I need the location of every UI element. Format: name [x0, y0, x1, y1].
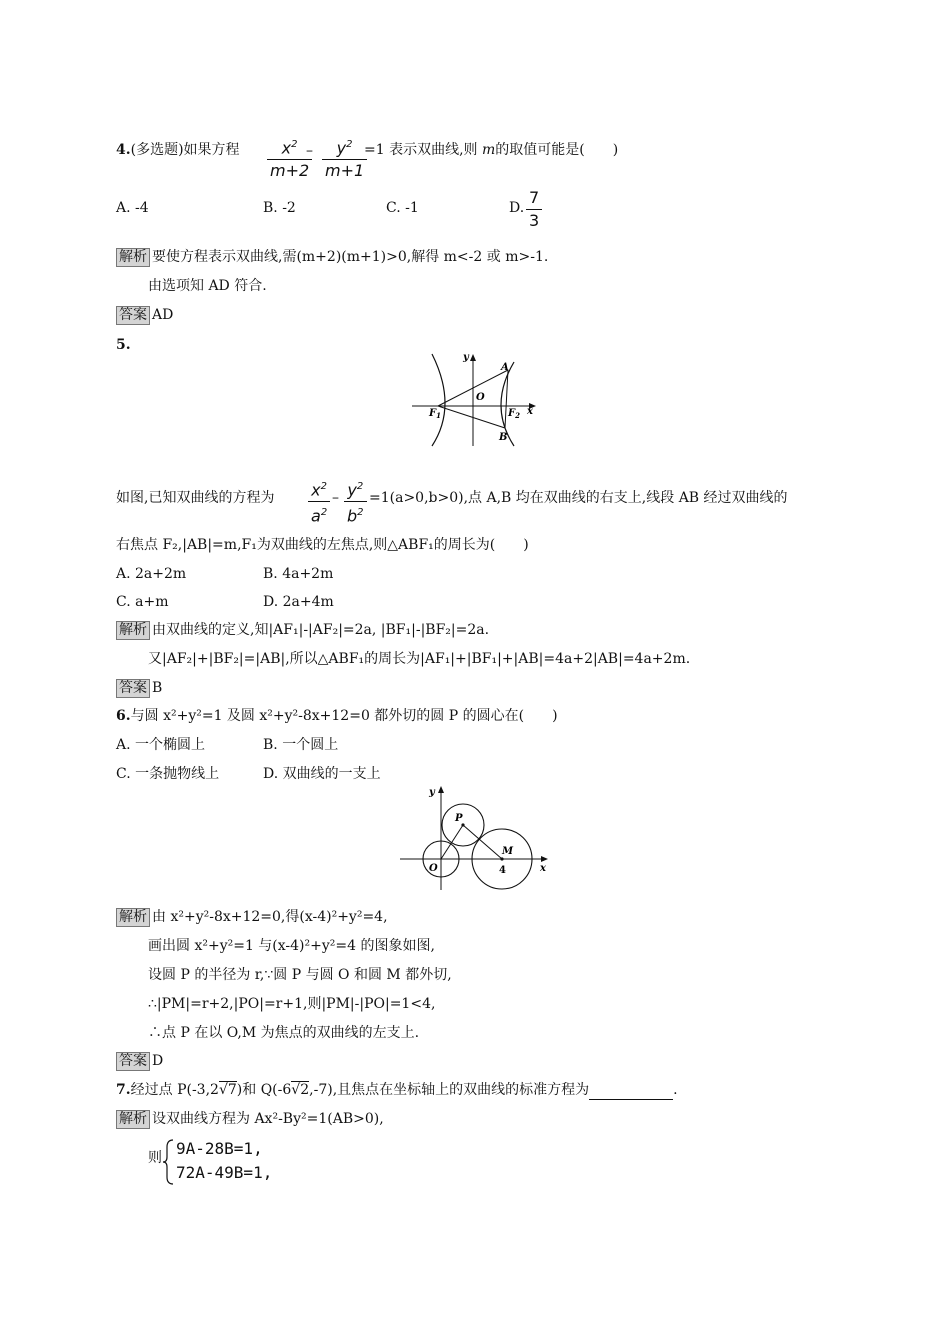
q5-label-y: y — [463, 352, 469, 363]
q7-period: . — [673, 1082, 678, 1098]
q7-number: 7. — [116, 1082, 131, 1098]
q7-analysis-text1: 设双曲线方程为 Ax²-By²=1(AB>0), — [152, 1111, 384, 1127]
q4-stem — [116, 140, 240, 160]
q4-f2-den: m+1 — [325, 161, 365, 181]
q6-answer — [116, 1051, 163, 1071]
q6-number: 6. — [116, 708, 131, 724]
q7-stem-a: 经过点 P(-3,2 — [130, 1082, 219, 1098]
q6-option-c: C. 一条抛物线上 — [116, 766, 220, 782]
q6-answer-text: D — [152, 1053, 164, 1069]
q6-answer-tag: 答案 — [116, 1052, 150, 1071]
q5-f2-den: b — [347, 506, 358, 526]
q4-m: m — [482, 142, 496, 158]
q6-analysis-line1 — [116, 907, 388, 927]
q7-stem-b: )和 Q(-6 — [236, 1082, 292, 1098]
q5-analysis-tag: 解析 — [116, 621, 150, 640]
q5-label-x: x — [527, 406, 533, 417]
q4-analysis-line1 — [116, 247, 548, 267]
q7-analysis-tag: 解析 — [116, 1110, 150, 1129]
q6-label-y: y — [429, 787, 435, 798]
q5-f2-num: y — [347, 480, 357, 500]
q6-option-a: A. 一个椭圆上 — [116, 737, 206, 753]
q7-ze: 则 — [148, 1150, 162, 1166]
q7-sqrt-2: √2 — [291, 1082, 310, 1098]
q6-segment-po — [441, 825, 463, 859]
q7-stem-c: ,-7),且焦点在坐标轴上的双曲线的标准方程为 — [309, 1082, 590, 1098]
q5-answer-tag: 答案 — [116, 679, 150, 698]
q5-number: 5. — [116, 337, 131, 353]
q6-point-m — [500, 857, 503, 860]
q7-brace — [163, 1139, 175, 1185]
q6-analysis-line5: ∴点 P 在以 O,M 为焦点的双曲线的左支上. — [148, 1025, 420, 1041]
q7-analysis-line1 — [116, 1109, 384, 1129]
q4-optd-den: 3 — [529, 211, 540, 230]
q4-tail1: =1 表示双曲线,则 — [364, 142, 482, 158]
q4-minus: – — [306, 143, 313, 159]
q6-analysis-text1: 由 x²+y²-8x+12=0,得(x-4)²+y²=4, — [152, 909, 388, 925]
q5-fraction-2: $\frac{y^2}{b^2}$ — [344, 476, 367, 528]
q6-x-arrow — [541, 856, 548, 862]
q5-f1-num: x — [311, 480, 321, 500]
q5-option-d: D. 2a+4m — [263, 594, 334, 610]
q4-answer-tag: 答案 — [116, 306, 150, 325]
q7-sqrt2-value: 2 — [300, 1082, 310, 1098]
q6-label-p: P — [455, 813, 463, 824]
q7-sqrt1-value: 7 — [227, 1082, 237, 1098]
q4-option-a: A. -4 — [116, 200, 149, 216]
q4-fraction-1: $\frac{x^2}{m+2}$ — [267, 134, 312, 182]
q5-label-f2-sub: 2 — [515, 411, 520, 420]
q5-option-b: B. 4a+2m — [263, 566, 334, 582]
q5-label-a: A — [501, 362, 509, 373]
q4-option-b: B. -2 — [263, 200, 296, 216]
q5-y-arrow — [470, 354, 476, 361]
q7-equation-1: 9A-28B=1, — [176, 1139, 263, 1158]
q5-f1-den: a — [311, 506, 321, 526]
q5-label-o: O — [476, 392, 485, 403]
q4-analysis-tag: 解析 — [116, 248, 150, 267]
q6-y-arrow — [438, 786, 444, 793]
q4-option-d-fraction — [526, 187, 542, 232]
q7-stem — [116, 1080, 678, 1100]
q5-label-f1-main: F — [429, 408, 437, 419]
q7-brace-path — [163, 1140, 173, 1184]
q4-f1-den: m+2 — [270, 161, 310, 181]
q4-fraction-2: $\frac{y^2}{m+1}$ — [322, 134, 367, 182]
q5-stem-tail: =1(a>0,b>0),点 A,B 均在双曲线的右支上,线段 AB 经过双曲线的 — [369, 490, 788, 506]
q4-analysis-text1: 要使方程表示双曲线,需(m+2)(m+1)>0,解得 m<-2 或 m>-1. — [152, 249, 549, 265]
q5-label-f1 — [428, 408, 441, 420]
q5-analysis-line1 — [116, 620, 489, 640]
q6-circles-figure — [398, 782, 558, 892]
q6-stem-text: 与圆 x²+y²=1 及圆 x²+y²-8x+12=0 都外切的圆 P 的圆心在( ) — [130, 708, 558, 724]
q4-stem-lead: (多选题)如果方程 — [130, 142, 240, 158]
q6-label-4: 4 — [499, 865, 506, 876]
q6-analysis-line3: 设圆 P 的半径为 r,∵圆 P 与圆 O 和圆 M 都外切, — [148, 967, 452, 983]
q5-stem-lead: 如图,已知双曲线的方程为 — [116, 490, 275, 506]
q5-analysis-text1: 由双曲线的定义,知|AF₁|-|AF₂|=2a, |BF₁|-|BF₂|=2a. — [152, 622, 490, 638]
q6-analysis-line2: 画出圆 x²+y²=1 与(x-4)²+y²=4 的图象如图, — [148, 938, 435, 954]
q7-answer-blank[interactable] — [589, 1085, 673, 1100]
q6-stem — [116, 706, 558, 726]
q4-option-c: C. -1 — [386, 200, 419, 216]
q5-answer-text: B — [152, 680, 163, 696]
q5-stem-line2: 右焦点 F₂,|AB|=m,F₁为双曲线的左焦点,则△ABF₁的周长为( ) — [116, 537, 529, 553]
q4-stem-tail — [364, 140, 618, 160]
q4-optd-num: 7 — [526, 187, 542, 210]
q4-tail2: 的取值可能是( ) — [495, 142, 619, 158]
q7-equation-2: 72A-49B=1, — [176, 1163, 273, 1182]
q4-option-d-prefix: D. — [509, 200, 525, 216]
q6-label-m: M — [502, 846, 514, 857]
q5-left-branch — [432, 354, 445, 446]
q5-label-f1-sub: 1 — [436, 411, 441, 420]
q6-label-o: O — [429, 863, 438, 874]
q5-label-f2-main: F — [508, 408, 516, 419]
q5-analysis-line2: 又|AF₂|+|BF₂|=|AB|,所以△ABF₁的周长为|AF₁|+|BF₁|+|AB|=4a+2|AB|=4a+2m. — [148, 651, 691, 667]
q5-option-a: A. 2a+2m — [116, 566, 187, 582]
q4-answer — [116, 305, 173, 325]
q6-option-b: B. 一个圆上 — [263, 737, 339, 753]
q6-label-x: x — [540, 863, 546, 874]
q6-option-d: D. 双曲线的一支上 — [263, 766, 381, 782]
q6-analysis-line4: ∴|PM|=r+2,|PO|=r+1,则|PM|-|PO|=1<4, — [148, 996, 436, 1012]
q7-sqrt-1: √7 — [218, 1082, 237, 1098]
q4-answer-text: AD — [152, 307, 174, 323]
q4-f2-num: y — [336, 138, 347, 158]
q5-label-b: B — [499, 432, 508, 443]
q5-option-c: C. a+m — [116, 594, 169, 610]
q4-number: 4. — [116, 142, 131, 158]
q5-label-f2 — [507, 408, 520, 420]
q6-analysis-tag: 解析 — [116, 908, 150, 927]
q4-analysis-line2: 由选项知 AD 符合. — [148, 278, 267, 294]
q5-hyperbola-figure — [410, 348, 540, 448]
q5-minus: – — [332, 490, 339, 506]
q4-f1-num: x — [281, 138, 292, 158]
q5-answer — [116, 678, 162, 698]
q5-segment-f1b — [438, 406, 505, 428]
q5-fraction-1: $\frac{x^2}{a^2}$ — [308, 476, 330, 528]
